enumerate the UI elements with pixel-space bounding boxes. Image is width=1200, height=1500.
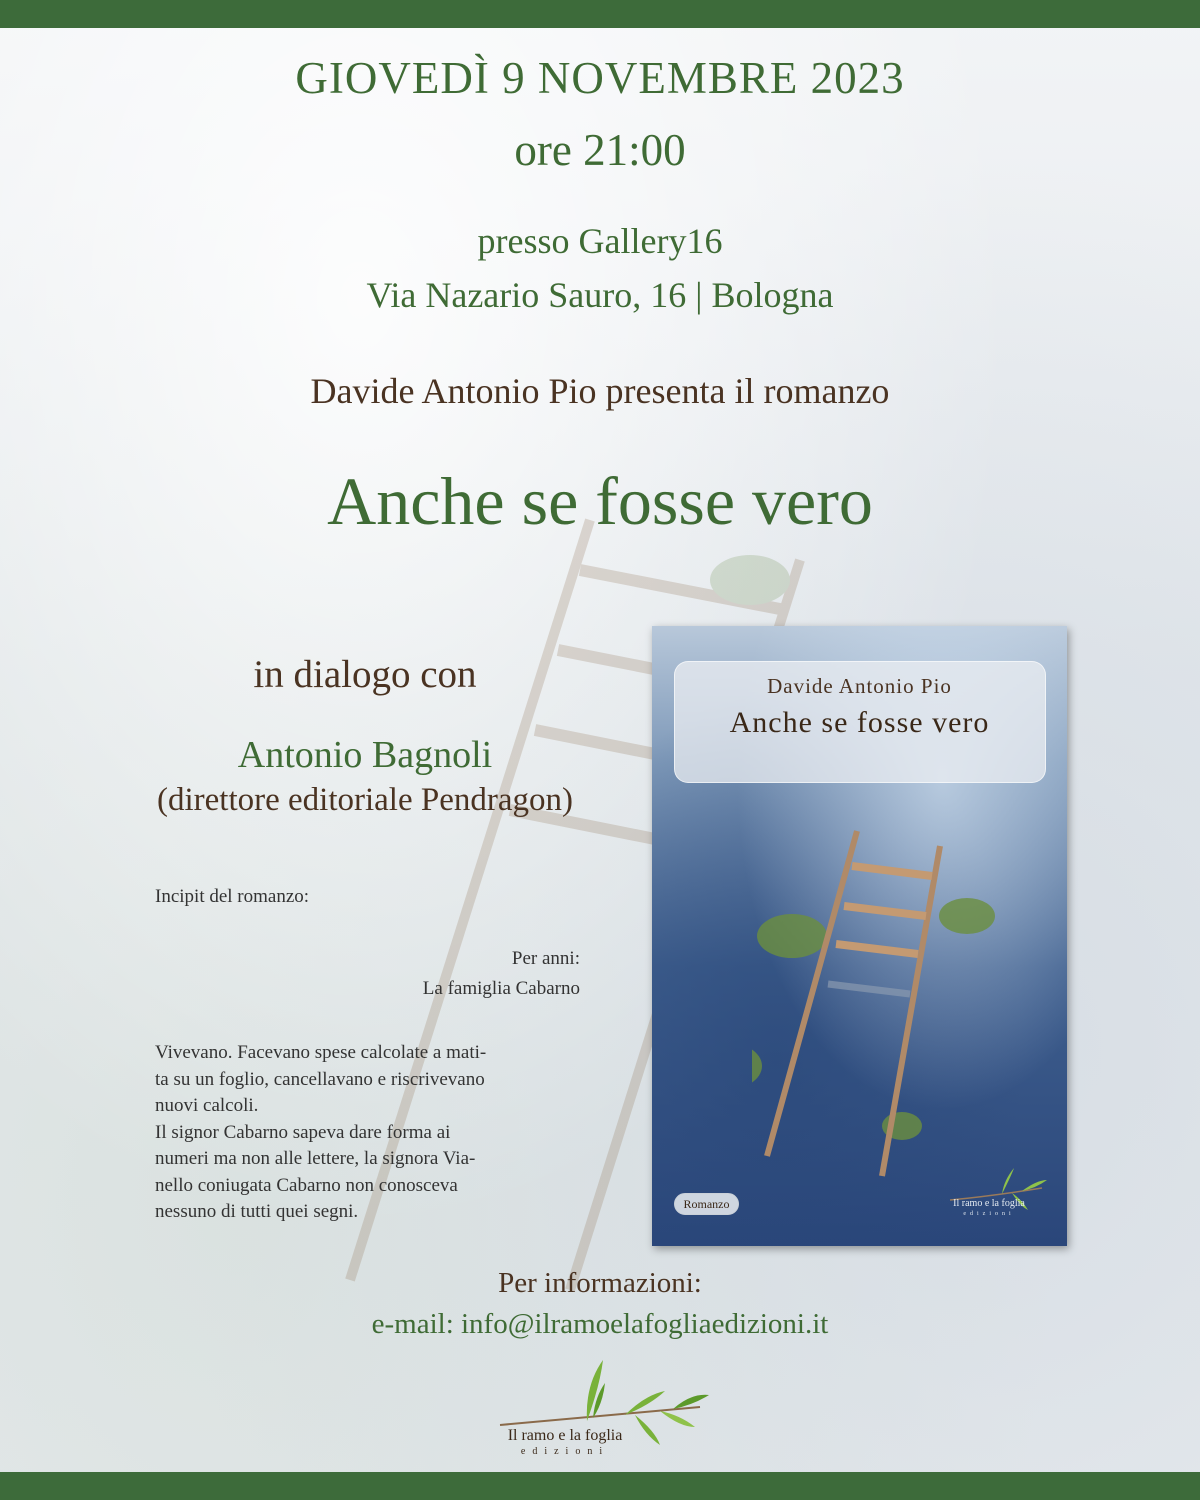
event-time: ore 21:00 bbox=[514, 125, 686, 175]
incipit-chapter-subtitle: La famiglia Cabarno bbox=[422, 978, 580, 999]
book-cover bbox=[652, 626, 1067, 1246]
book-title-heading: Anche se fosse vero bbox=[327, 463, 873, 539]
excerpt-line: nello coniugata Cabarno non conosceva bbox=[155, 1174, 458, 1196]
book-cover-author: Davide Antonio Pio bbox=[767, 674, 952, 698]
incipit-excerpt bbox=[155, 1040, 580, 1226]
book-cover-publisher-sub: edizioni bbox=[963, 1211, 1015, 1217]
top-band bbox=[0, 0, 1200, 28]
venue-address: Via Nazario Sauro, 16 | Bologna bbox=[366, 275, 834, 315]
excerpt-line: nessuno di tutti quei segni. bbox=[155, 1201, 359, 1222]
incipit-heading: Incipit del romanzo: bbox=[155, 886, 310, 907]
book-cover-badge: Romanzo bbox=[674, 1193, 739, 1215]
book-cover-title: Anche se fosse vero bbox=[729, 706, 990, 739]
venue-name: presso Gallery16 bbox=[477, 221, 723, 261]
bottom-band bbox=[0, 1472, 1200, 1500]
excerpt-line: nuovi calcoli. bbox=[155, 1095, 259, 1116]
publisher-name: Il ramo e la foglia bbox=[507, 1427, 623, 1444]
contact-email[interactable]: e-mail: info@ilramoelafogliaedizioni.it bbox=[371, 1308, 829, 1340]
book-cover-publisher: Il ramo e la foglia bbox=[953, 1198, 1025, 1209]
dialogue-heading: in dialogo con bbox=[253, 653, 477, 696]
guest-name: Antonio Bagnoli bbox=[237, 734, 493, 776]
info-heading: Per informazioni: bbox=[498, 1267, 702, 1299]
excerpt-line: Il signor Cabarno sapeva dare forma ai bbox=[155, 1121, 451, 1143]
excerpt-line: Vivevano. Facevano spese calcolate a mati- bbox=[155, 1042, 487, 1063]
guest-role: (direttore editoriale Pendragon) bbox=[157, 782, 573, 818]
publisher-sub: edizioni bbox=[520, 1446, 610, 1457]
presenter-line: Davide Antonio Pio presenta il romanzo bbox=[310, 371, 890, 411]
event-date: GIOVEDÌ 9 NOVEMBRE 2023 bbox=[295, 53, 905, 103]
ladder-illustration bbox=[752, 826, 1012, 1196]
leaf-icon bbox=[942, 1166, 1052, 1226]
excerpt-line: numeri ma non alle lettere, la signora Via- bbox=[155, 1148, 476, 1169]
excerpt-line: ta su un foglio, cancellavano e riscrivevano bbox=[155, 1068, 485, 1090]
incipit-chapter-title: Per anni: bbox=[511, 948, 580, 969]
